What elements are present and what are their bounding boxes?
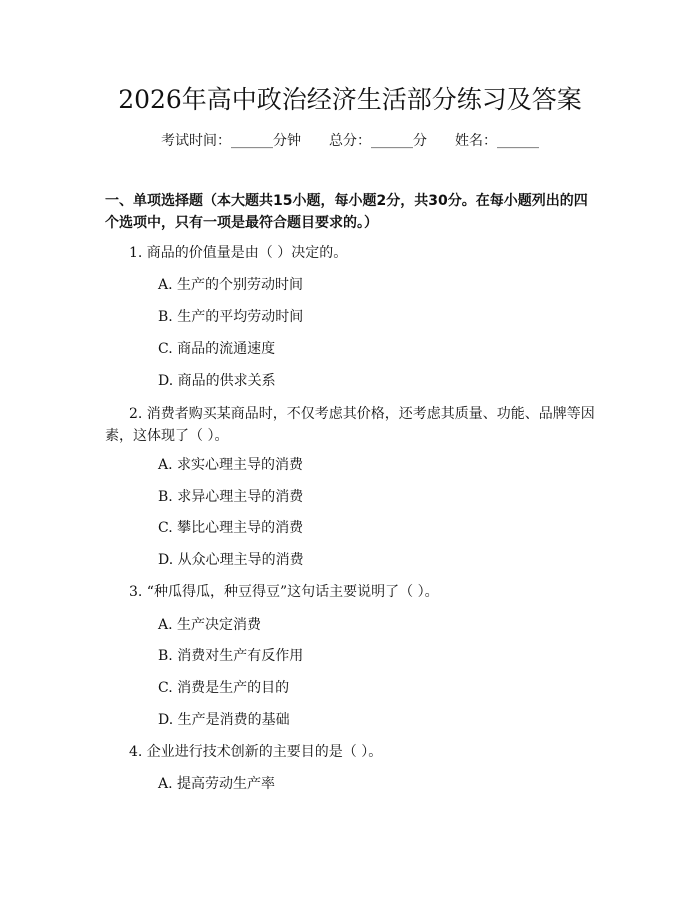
- question-1-option-a: A. 生产的个别劳动时间: [158, 277, 304, 293]
- exam-time-field: 考试时间：______分钟: [161, 133, 301, 149]
- question-2-option-b: B. 求异心理主导的消费: [158, 489, 304, 505]
- question-1-option-b: B. 生产的平均劳动时间: [158, 309, 304, 325]
- section-heading: 一、单项选择题（本大题共15小题，每小题2分，共30分。在每小题列出的四个选项中，只有一项是最符合题目要求的。）: [105, 193, 588, 231]
- question-3-option-d: D. 生产是消费的基础: [158, 712, 290, 728]
- student-name-field: 姓名：______: [455, 133, 539, 149]
- question-3-option-b: B. 消费对生产有反作用: [158, 648, 304, 664]
- question-3: 3. “种瓜得瓜，种豆得豆”这句话主要说明了（ ）。: [129, 584, 439, 600]
- document-title: 2026年高中政治经济生活部分练习及答案: [118, 85, 582, 114]
- question-3-option-c: C. 消费是生产的目的: [158, 680, 290, 696]
- total-score-field: 总分：______分: [329, 133, 427, 149]
- question-4-option-a: A. 提高劳动生产率: [158, 776, 276, 792]
- question-3-option-a: A. 生产决定消费: [158, 617, 262, 633]
- question-1-option-c: C. 商品的流通速度: [158, 341, 276, 357]
- question-2-option-a: A. 求实心理主导的消费: [158, 457, 304, 473]
- question-2-option-c: C. 攀比心理主导的消费: [158, 520, 304, 536]
- question-2: 2. 消费者购买某商品时，不仅考虑其价格，还考虑其质量、功能、品牌等因素，这体现了（ ）。: [105, 406, 595, 444]
- question-1-option-d: D. 商品的供求关系: [158, 373, 276, 389]
- question-2-option-d: D. 从众心理主导的消费: [158, 552, 304, 568]
- exam-info-line: [0, 131, 700, 151]
- question-1: 1. 商品的价值量是由（ ）决定的。: [129, 245, 348, 261]
- question-4: 4. 企业进行技术创新的主要目的是（ ）。: [129, 744, 383, 760]
